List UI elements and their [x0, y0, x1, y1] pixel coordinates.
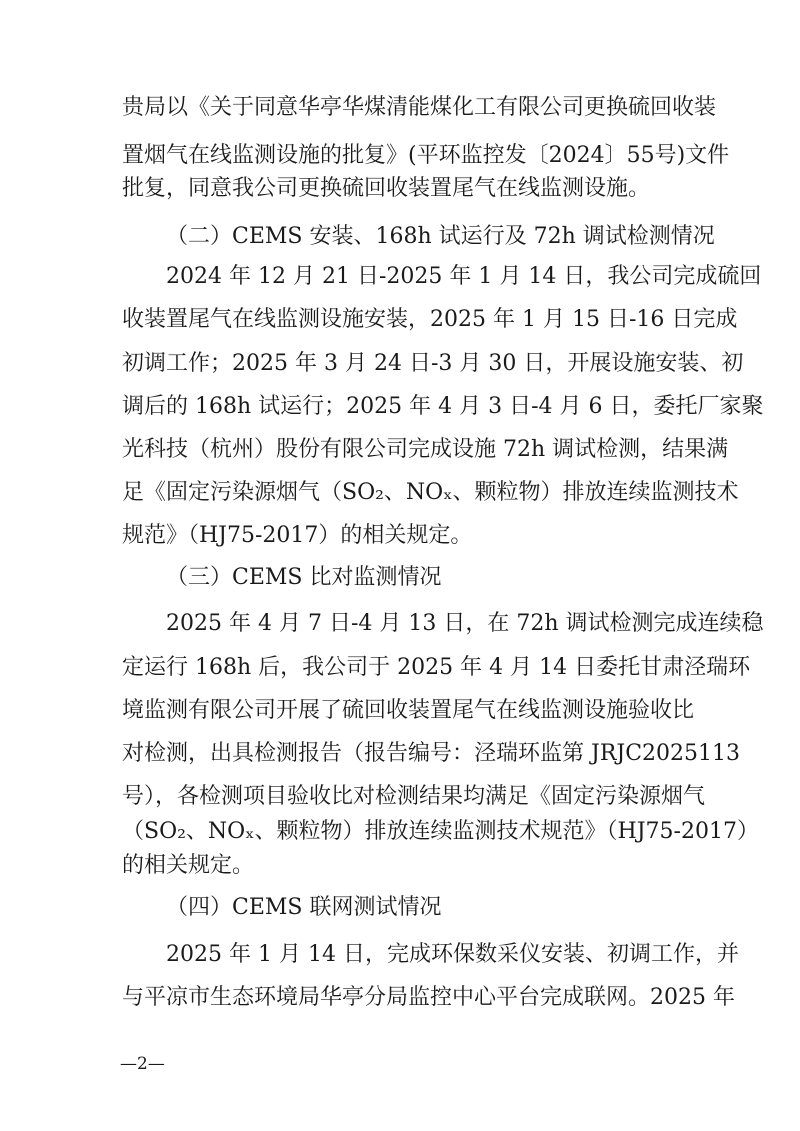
paragraph-line: 置烟气在线监测设施的批复》(平环监控发〔2024〕55号)文件 — [122, 143, 730, 168]
paragraph-line: 2024 年 12 月 21 日-2025 年 1 月 14 日，我公司完成硫回 — [166, 264, 762, 289]
section-heading: （二）CEMS 安装、168h 试运行及 72h 调试检测情况 — [166, 224, 715, 249]
paragraph-line: 初调工作；2025 年 3 月 24 日-3 月 30 日，开展设施安装、初 — [122, 351, 744, 376]
paragraph-line: 号），各检测项目验收比对检测结果均满足《固定污染源烟气 — [122, 784, 706, 809]
paragraph-line: 规范》（HJ75-2017）的相关规定。 — [122, 523, 473, 548]
paragraph-line: 批复，同意我公司更换硫回收装置尾气在线监测设施。 — [122, 176, 651, 201]
page-number: —2— — [120, 1054, 165, 1074]
paragraph-line: 2025 年 1 月 14 日，完成环保数采仪安装、初调工作，并 — [166, 942, 739, 967]
paragraph-line: 境监测有限公司开展了硫回收装置尾气在线监测设施验收比 — [122, 698, 695, 723]
paragraph-line: 光科技（杭州）股份有限公司完成设施 72h 调试检测，结果满 — [122, 437, 729, 462]
paragraph-line: 定运行 168h 后，我公司于 2025 年 4 月 14 日委托甘肃泾瑞环 — [122, 655, 751, 680]
paragraph-line: （SO₂、NOₓ、颗粒物）排放连续监测技术规范》（HJ75-2017） — [122, 819, 759, 844]
paragraph-line: 与平凉市生态环境局华亭分局监控中心平台完成联网。2025 年 — [122, 985, 735, 1010]
paragraph-line: 对检测，出具检测报告（报告编号：泾瑞环监第 JRJC2025113 — [122, 741, 741, 766]
paragraph-line: 2025 年 4 月 7 日-4 月 13 日，在 72h 调试检测完成连续稳 — [166, 611, 764, 636]
paragraph-line: 的相关规定。 — [122, 853, 255, 878]
paragraph-line: 足《固定污染源烟气（SO₂、NOₓ、颗粒物）排放连续监测技术 — [122, 480, 739, 505]
paragraph-line: 收装置尾气在线监测设施安装，2025 年 1 月 15 日-16 日完成 — [122, 307, 738, 332]
paragraph-line: 贵局以《关于同意华亭华煤清能煤化工有限公司更换硫回收装 — [122, 95, 717, 120]
section-heading: （四）CEMS 联网测试情况 — [166, 895, 442, 920]
section-heading: （三）CEMS 比对监测情况 — [166, 565, 442, 590]
paragraph-line: 调后的 168h 试运行；2025 年 4 月 3 日-4 月 6 日，委托厂家聚 — [122, 394, 764, 419]
